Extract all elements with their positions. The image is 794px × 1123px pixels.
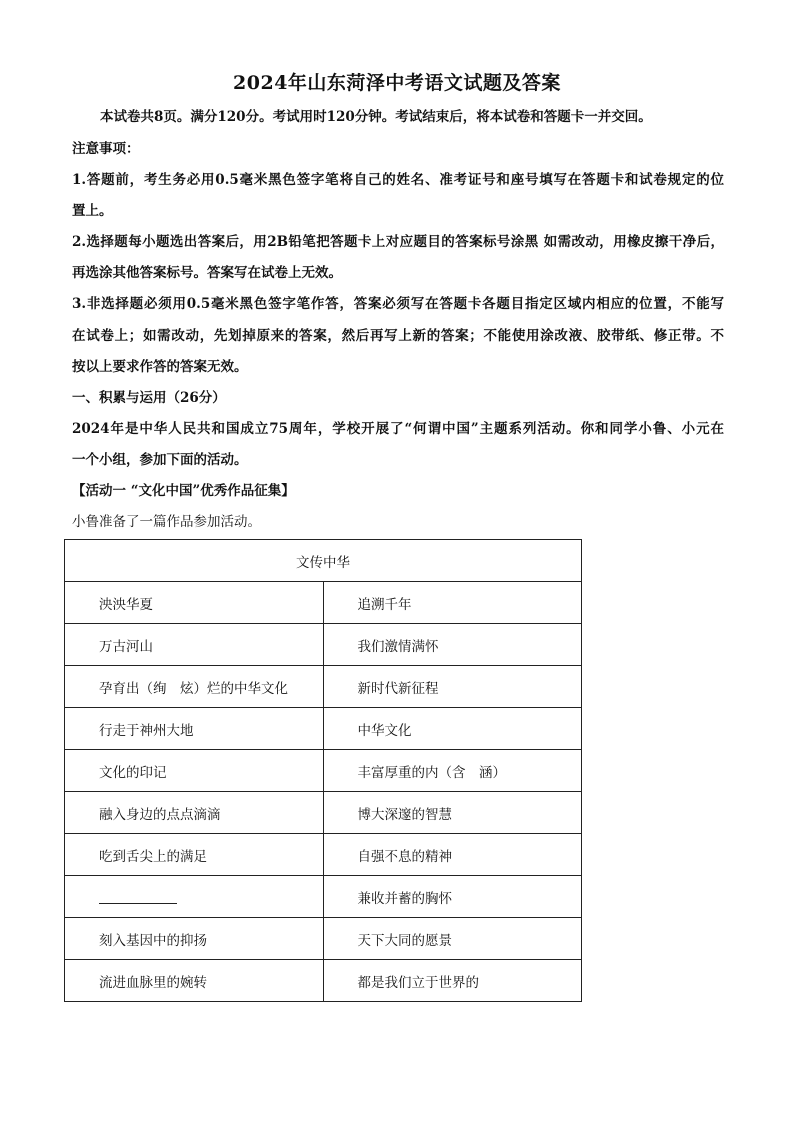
poem-title-row	[65, 540, 582, 582]
table-row	[65, 750, 582, 792]
poem-right-line: 天下大同的愿景	[323, 918, 582, 960]
section-1-heading: 一、积累与运用（26分）	[72, 390, 226, 406]
document-title: 2024年山东菏泽中考语文试题及答案	[233, 72, 561, 94]
poem-left-line: 行走于神州大地	[65, 708, 324, 750]
poem-left-line: 万古河山	[65, 624, 324, 666]
activity-1-heading: 【活动一 “文化中国”优秀作品征集】	[72, 483, 295, 499]
notice-item-3-line-1: 3.非选择题必须用0.5毫米黑色签字笔作答，答案必须写在答题卡各题目指定区域内相应的位置，不能写	[72, 296, 724, 312]
table-row	[65, 834, 582, 876]
notice-item-3-line-2: 在试卷上；如需改动，先划掉原来的答案，然后再写上新的答案；不能使用涂改液、胶带纸、修正带。不	[72, 328, 724, 344]
activity-1-prep: 小鲁准备了一篇作品参加活动。	[72, 514, 261, 530]
table-row	[65, 582, 582, 624]
table-row	[65, 960, 582, 1002]
table-row	[65, 918, 582, 960]
poem-blank-cell	[65, 876, 324, 918]
poem-right-line: 追溯千年	[323, 582, 582, 624]
section-1-paragraph-line-1: 2024年是中华人民共和国成立75周年，学校开展了“何谓中国”主题系列活动。你和同学小鲁、小元在	[72, 421, 724, 437]
poem-table	[64, 539, 582, 1002]
notice-heading: 注意事项：	[72, 141, 140, 157]
exam-intro: 本试卷共8页。满分120分。考试用时120分钟。考试结束后，将本试卷和答题卡一并交回。	[100, 109, 652, 125]
poem-right-line: 兼收并蓄的胸怀	[323, 876, 582, 918]
poem-right-line: 中华文化	[323, 708, 582, 750]
poem-right-line: 新时代新征程	[323, 666, 582, 708]
poem-left-line: 吃到舌尖上的满足	[65, 834, 324, 876]
table-row	[65, 792, 582, 834]
notice-item-2-line-1: 2.选择题每小题选出答案后，用2B铅笔把答题卡上对应题目的答案标号涂黑 如需改动，用橡皮擦干净后，	[72, 234, 724, 250]
notice-item-3-line-3: 按以上要求作答的答案无效。	[72, 359, 248, 375]
poem-left-line: 泱泱华夏	[65, 582, 324, 624]
table-row	[65, 666, 582, 708]
poem-title: 文传中华	[65, 540, 582, 582]
poem-left-line: 流进血脉里的婉转	[65, 960, 324, 1002]
poem-right-line: 我们激情满怀	[323, 624, 582, 666]
poem-left-line: 刻入基因中的抑扬	[65, 918, 324, 960]
table-row	[65, 624, 582, 666]
poem-left-line: 孕育出（绚 炫）烂的中华文化	[65, 666, 324, 708]
table-row	[65, 708, 582, 750]
poem-right-line: 都是我们立于世界的	[323, 960, 582, 1002]
table-row	[65, 876, 582, 918]
poem-left-line: 文化的印记	[65, 750, 324, 792]
notice-item-1-line-2: 置上。	[72, 203, 113, 219]
notice-item-2-line-2: 再选涂其他答案标号。答案写在试卷上无效。	[72, 265, 342, 281]
poem-right-line: 自强不息的精神	[323, 834, 582, 876]
poem-left-line: 融入身边的点点滴滴	[65, 792, 324, 834]
fill-in-blank-line[interactable]	[99, 889, 177, 904]
notice-item-1-line-1: 1.答题前，考生务必用0.5毫米黑色签字笔将自己的姓名、准考证号和座号填写在答题卡和试卷规定的位	[72, 172, 724, 188]
poem-right-line: 丰富厚重的内（含 涵）	[323, 750, 582, 792]
poem-right-line: 博大深邃的智慧	[323, 792, 582, 834]
section-1-paragraph-line-2: 一个小组，参加下面的活动。	[72, 452, 248, 468]
